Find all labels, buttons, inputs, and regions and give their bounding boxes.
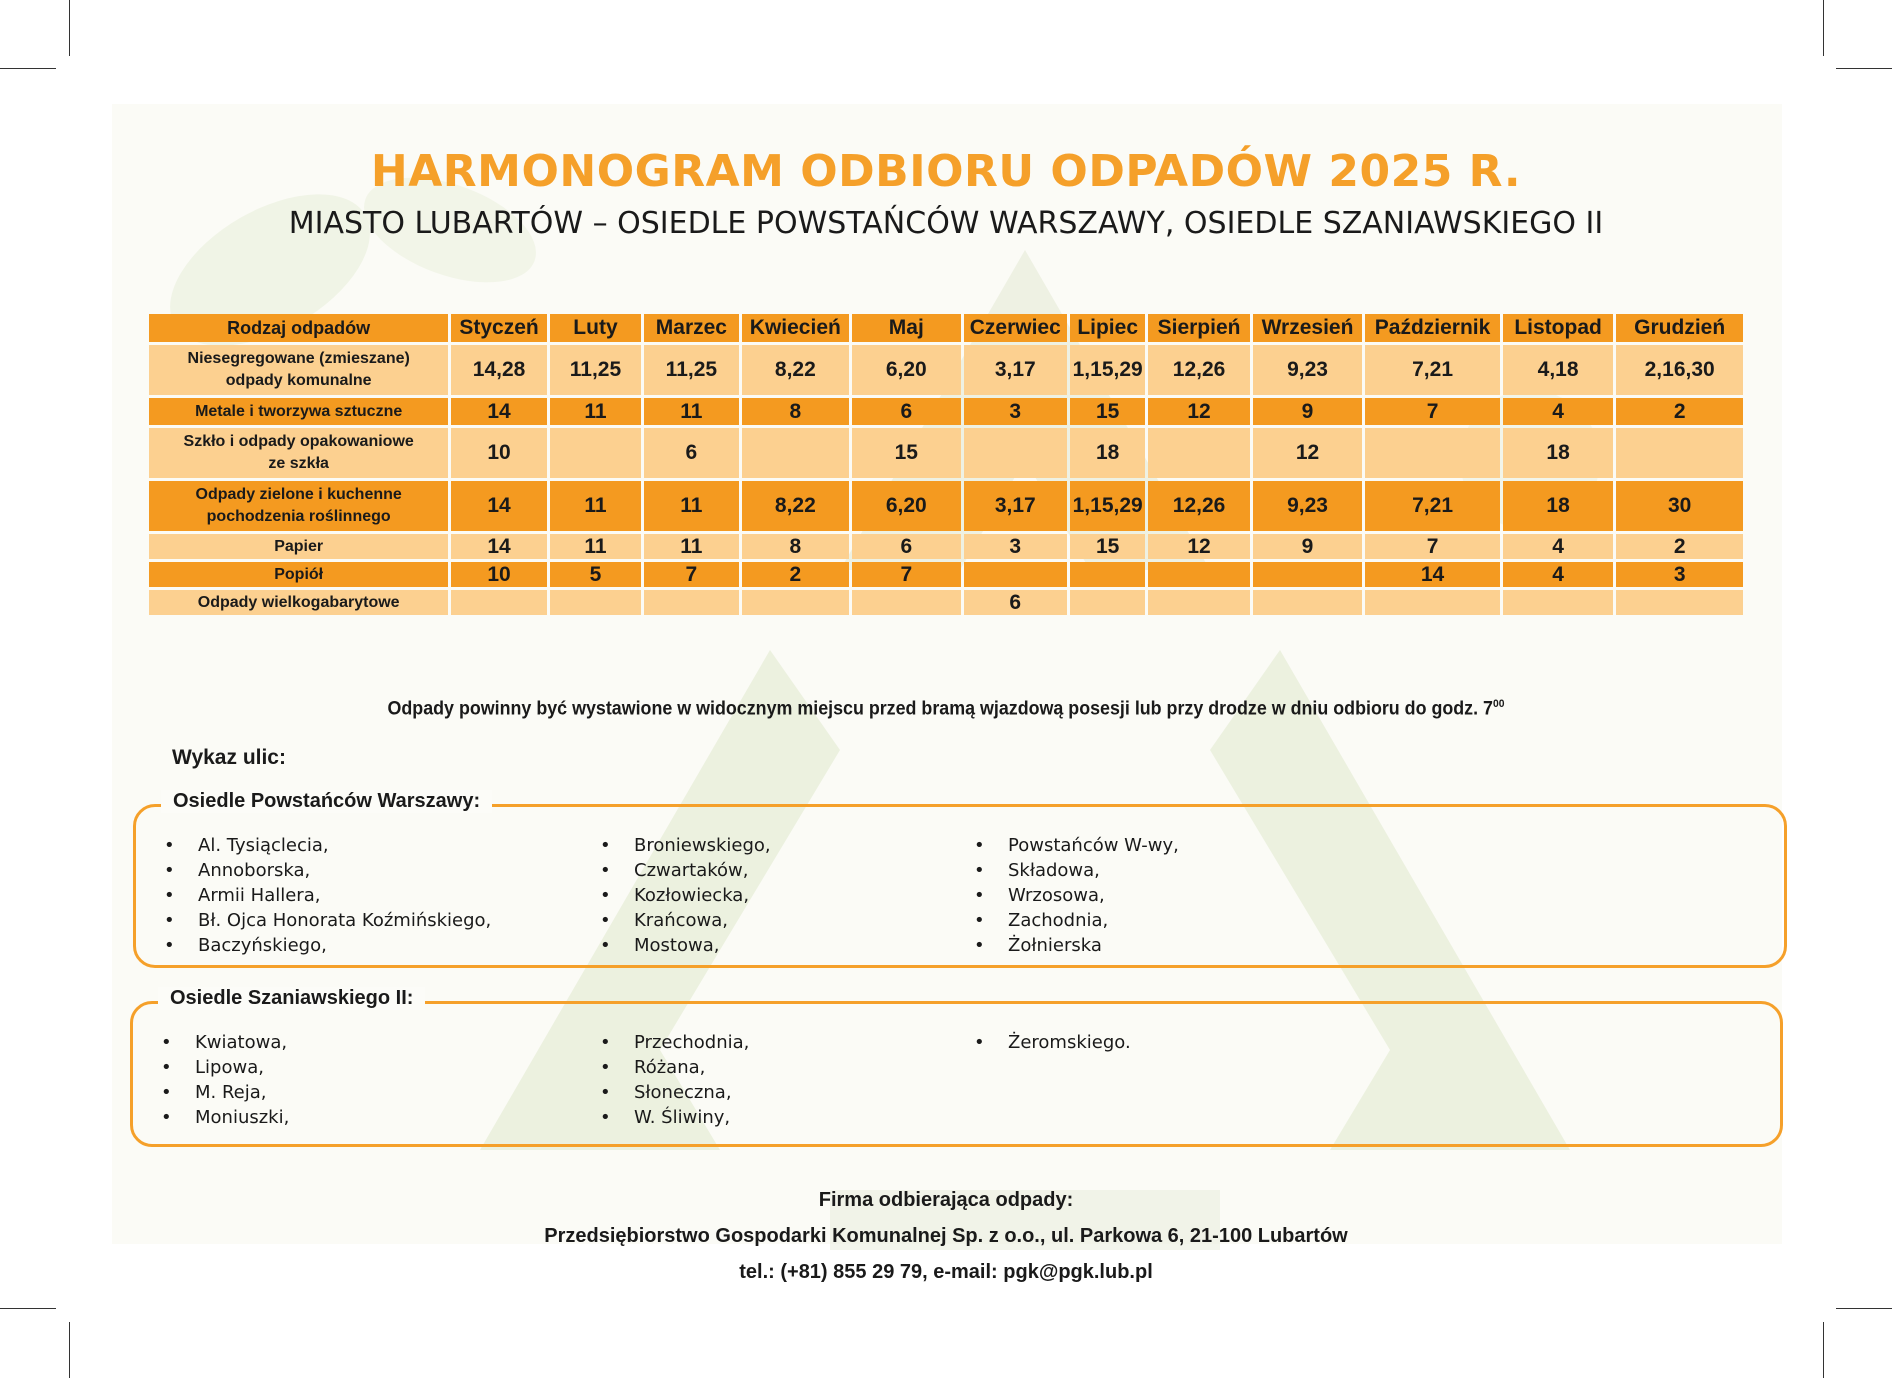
pickup-date-cell: 3 <box>964 398 1067 425</box>
pickup-date-cell: 7,21 <box>1365 481 1500 531</box>
month-header: Marzec <box>644 314 738 342</box>
crop-mark <box>1823 1322 1824 1378</box>
street-item: • W. Śliwiny, <box>598 1105 749 1130</box>
table-row <box>149 345 1743 395</box>
pickup-date-cell <box>1070 590 1145 615</box>
street-item: • Żeromskiego. <box>972 1030 1131 1055</box>
crop-mark <box>1823 0 1824 56</box>
pickup-date-cell <box>1253 562 1362 587</box>
pickup-date-cell: 15 <box>1070 534 1145 559</box>
street-item: • Moniuszki, <box>159 1105 289 1130</box>
pickup-date-cell: 14 <box>1365 562 1500 587</box>
waste-category-label: Szkło i odpady opakowaniowe <box>183 433 414 450</box>
pickup-date-cell: 3,17 <box>964 481 1067 531</box>
pickup-date-cell <box>1253 590 1362 615</box>
pickup-date-cell: 6 <box>644 428 738 478</box>
pickup-date-cell: 11,25 <box>550 345 641 395</box>
waste-category-label: Metale i tworzywa sztuczne <box>195 402 403 420</box>
pickup-date-cell: 2,16,30 <box>1616 345 1743 395</box>
pickup-date-cell: 12 <box>1253 428 1362 478</box>
street-item: • Krańcowa, <box>598 908 771 933</box>
collection-notice-text: Odpady powinny być wystawione w widocznym miejscu przed bramą wjazdową posesji lub przy drodze w dniu odbioru do godz. 7 <box>387 698 1493 720</box>
pickup-date-cell: 7 <box>852 562 960 587</box>
pickup-date-cell: 11 <box>550 398 641 425</box>
pickup-date-cell: 6 <box>852 534 960 559</box>
pickup-date-cell: 11,25 <box>644 345 738 395</box>
pickup-date-cell: 14 <box>451 398 546 425</box>
pickup-date-cell: 6,20 <box>852 345 960 395</box>
street-list <box>972 1030 1131 1055</box>
pickup-date-cell <box>644 590 738 615</box>
pickup-date-cell: 7 <box>1365 534 1500 559</box>
pickup-date-cell: 10 <box>451 428 546 478</box>
street-list <box>159 1030 289 1130</box>
crop-mark <box>69 1322 70 1378</box>
street-item: • Lipowa, <box>159 1055 289 1080</box>
table-row <box>149 481 1743 531</box>
month-header: Czerwiec <box>964 314 1067 342</box>
pickup-date-cell: 9,23 <box>1253 345 1362 395</box>
district-title: Osiedle Powstańców Warszawy: <box>161 790 492 813</box>
pickup-date-cell: 8 <box>742 534 849 559</box>
waste-category-label: Odpady zielone i kuchenne <box>195 486 402 503</box>
street-item: • Żołnierska <box>972 933 1179 958</box>
pickup-date-cell <box>1503 590 1613 615</box>
street-item: • Różana, <box>598 1055 749 1080</box>
month-header: Styczeń <box>451 314 546 342</box>
pickup-date-cell: 8,22 <box>742 345 849 395</box>
category-column-header: Rodzaj odpadów <box>149 314 448 342</box>
street-item: • Armii Hallera, <box>162 883 491 908</box>
district-title: Osiedle Szaniawskiego II: <box>158 987 425 1010</box>
pickup-date-cell: 11 <box>644 398 738 425</box>
month-header: Lipiec <box>1070 314 1145 342</box>
pickup-date-cell <box>550 590 641 615</box>
pickup-date-cell: 3 <box>1616 562 1743 587</box>
table-header-row <box>149 314 1743 342</box>
waste-category-label: ze szkła <box>268 455 329 472</box>
street-list <box>598 1030 749 1130</box>
pickup-date-cell: 4,18 <box>1503 345 1613 395</box>
collection-notice-time-sup: 00 <box>1492 698 1505 710</box>
pickup-date-cell: 18 <box>1070 428 1145 478</box>
pickup-date-cell <box>964 562 1067 587</box>
month-header: Październik <box>1365 314 1500 342</box>
pickup-date-cell: 3 <box>964 534 1067 559</box>
pickup-date-cell: 14,28 <box>451 345 546 395</box>
crop-mark <box>1836 68 1892 69</box>
street-list <box>598 833 771 958</box>
footer-contact: tel.: (+81) 855 29 79, e-mail: pgk@pgk.lub.pl <box>739 1261 1153 1283</box>
table-row <box>149 590 1743 615</box>
crop-mark <box>1836 1308 1892 1309</box>
page-subtitle: MIASTO LUBARTÓW – OSIEDLE POWSTAŃCÓW WARSZAWY, OSIEDLE SZANIAWSKIEGO II <box>288 206 1604 241</box>
pickup-date-cell <box>451 590 546 615</box>
waste-category-label: pochodzenia roślinnego <box>206 508 391 525</box>
footer-heading: Firma odbierająca odpady: <box>818 1189 1074 1211</box>
waste-category-cell <box>149 534 448 559</box>
crop-mark <box>0 68 56 69</box>
pickup-date-cell: 10 <box>451 562 546 587</box>
pickup-date-cell: 9 <box>1253 534 1362 559</box>
pickup-date-cell: 18 <box>1503 428 1613 478</box>
month-header: Luty <box>550 314 641 342</box>
pickup-date-cell: 2 <box>1616 534 1743 559</box>
pickup-date-cell: 7,21 <box>1365 345 1500 395</box>
pickup-date-cell: 11 <box>550 534 641 559</box>
pickup-date-cell <box>742 428 849 478</box>
pickup-date-cell: 1,15,29 <box>1070 481 1145 531</box>
street-item: • Powstańców W-wy, <box>972 833 1179 858</box>
waste-category-cell <box>149 590 448 615</box>
street-item: • Al. Tysiąclecia, <box>162 833 491 858</box>
street-item: • Kozłowiecka, <box>598 883 771 908</box>
waste-category-cell <box>149 562 448 587</box>
month-header: Kwiecień <box>742 314 849 342</box>
table-row <box>149 428 1743 478</box>
pickup-date-cell: 30 <box>1616 481 1743 531</box>
pickup-date-cell: 8 <box>742 398 849 425</box>
street-item: • Baczyńskiego, <box>162 933 491 958</box>
month-header: Sierpień <box>1148 314 1249 342</box>
waste-category-cell <box>149 428 448 478</box>
month-header: Listopad <box>1503 314 1613 342</box>
pickup-date-cell <box>1616 590 1743 615</box>
schedule-table <box>146 311 1746 618</box>
collection-notice <box>57 698 1835 720</box>
pickup-date-cell <box>1148 590 1249 615</box>
table-row <box>149 398 1743 425</box>
pickup-date-cell <box>852 590 960 615</box>
pickup-date-cell: 9 <box>1253 398 1362 425</box>
crop-mark <box>0 1308 56 1309</box>
street-item: • Przechodnia, <box>598 1030 749 1055</box>
pickup-date-cell: 14 <box>451 534 546 559</box>
waste-category-label: Niesegregowane (zmieszane) <box>187 350 410 367</box>
street-item: • Annoborska, <box>162 858 491 883</box>
pickup-date-cell <box>964 428 1067 478</box>
street-list <box>162 833 491 958</box>
waste-category-label: Papier <box>274 537 324 555</box>
pickup-date-cell <box>1070 562 1145 587</box>
pickup-date-cell: 6,20 <box>852 481 960 531</box>
street-item: • Kwiatowa, <box>159 1030 289 1055</box>
pickup-date-cell: 11 <box>644 534 738 559</box>
waste-category-label: odpady komunalne <box>225 372 372 389</box>
street-item: • Mostowa, <box>598 933 771 958</box>
pickup-date-cell: 12,26 <box>1148 481 1249 531</box>
pickup-date-cell: 4 <box>1503 562 1613 587</box>
pickup-date-cell: 2 <box>1616 398 1743 425</box>
pickup-date-cell: 6 <box>852 398 960 425</box>
pickup-date-cell: 1,15,29 <box>1070 345 1145 395</box>
pickup-date-cell: 7 <box>644 562 738 587</box>
waste-category-label: Popiół <box>274 565 324 583</box>
street-item: • Składowa, <box>972 858 1179 883</box>
waste-category-cell <box>149 481 448 531</box>
pickup-date-cell <box>550 428 641 478</box>
pickup-date-cell: 5 <box>550 562 641 587</box>
pickup-date-cell: 6 <box>964 590 1067 615</box>
pickup-date-cell: 8,22 <box>742 481 849 531</box>
pickup-date-cell <box>1148 428 1249 478</box>
street-item: • Broniewskiego, <box>598 833 771 858</box>
month-header: Maj <box>852 314 960 342</box>
pickup-date-cell <box>742 590 849 615</box>
street-item: • Wrzosowa, <box>972 883 1179 908</box>
pickup-date-cell: 11 <box>550 481 641 531</box>
pickup-date-cell: 12,26 <box>1148 345 1249 395</box>
street-item: • Czwartaków, <box>598 858 771 883</box>
pickup-date-cell: 9,23 <box>1253 481 1362 531</box>
footer-company: Przedsiębiorstwo Gospodarki Komunalnej Sp. z o.o., ul. Parkowa 6, 21-100 Lubartów <box>544 1225 1348 1247</box>
pickup-date-cell <box>1148 562 1249 587</box>
pickup-date-cell: 4 <box>1503 398 1613 425</box>
pickup-date-cell: 7 <box>1365 398 1500 425</box>
district-box-szaniawskiego <box>130 1001 1783 1147</box>
month-header: Wrzesień <box>1253 314 1362 342</box>
pickup-date-cell: 3,17 <box>964 345 1067 395</box>
pickup-date-cell <box>1365 590 1500 615</box>
month-header: Grudzień <box>1616 314 1743 342</box>
pickup-date-cell <box>1616 428 1743 478</box>
crop-mark <box>69 0 70 56</box>
pickup-date-cell: 15 <box>852 428 960 478</box>
waste-category-cell <box>149 345 448 395</box>
street-item: • Słoneczna, <box>598 1080 749 1105</box>
street-item: • Zachodnia, <box>972 908 1179 933</box>
pickup-date-cell: 2 <box>742 562 849 587</box>
table-row <box>149 534 1743 559</box>
street-item: • M. Reja, <box>159 1080 289 1105</box>
pickup-date-cell: 11 <box>644 481 738 531</box>
pickup-date-cell: 15 <box>1070 398 1145 425</box>
pickup-date-cell: 12 <box>1148 398 1249 425</box>
waste-category-label: Odpady wielkogabarytowe <box>197 593 400 611</box>
street-list <box>972 833 1179 958</box>
waste-category-cell <box>149 398 448 425</box>
pickup-date-cell: 12 <box>1148 534 1249 559</box>
pickup-date-cell <box>1365 428 1500 478</box>
table-row <box>149 562 1743 587</box>
pickup-date-cell: 18 <box>1503 481 1613 531</box>
pickup-date-cell: 14 <box>451 481 546 531</box>
pickup-date-cell: 4 <box>1503 534 1613 559</box>
streets-heading: Wykaz ulic: <box>172 746 286 769</box>
street-item: • Bł. Ojca Honorata Koźmińskiego, <box>162 908 491 933</box>
page-title: HARMONOGRAM ODBIORU ODPADÓW 2025 R. <box>370 146 1522 197</box>
